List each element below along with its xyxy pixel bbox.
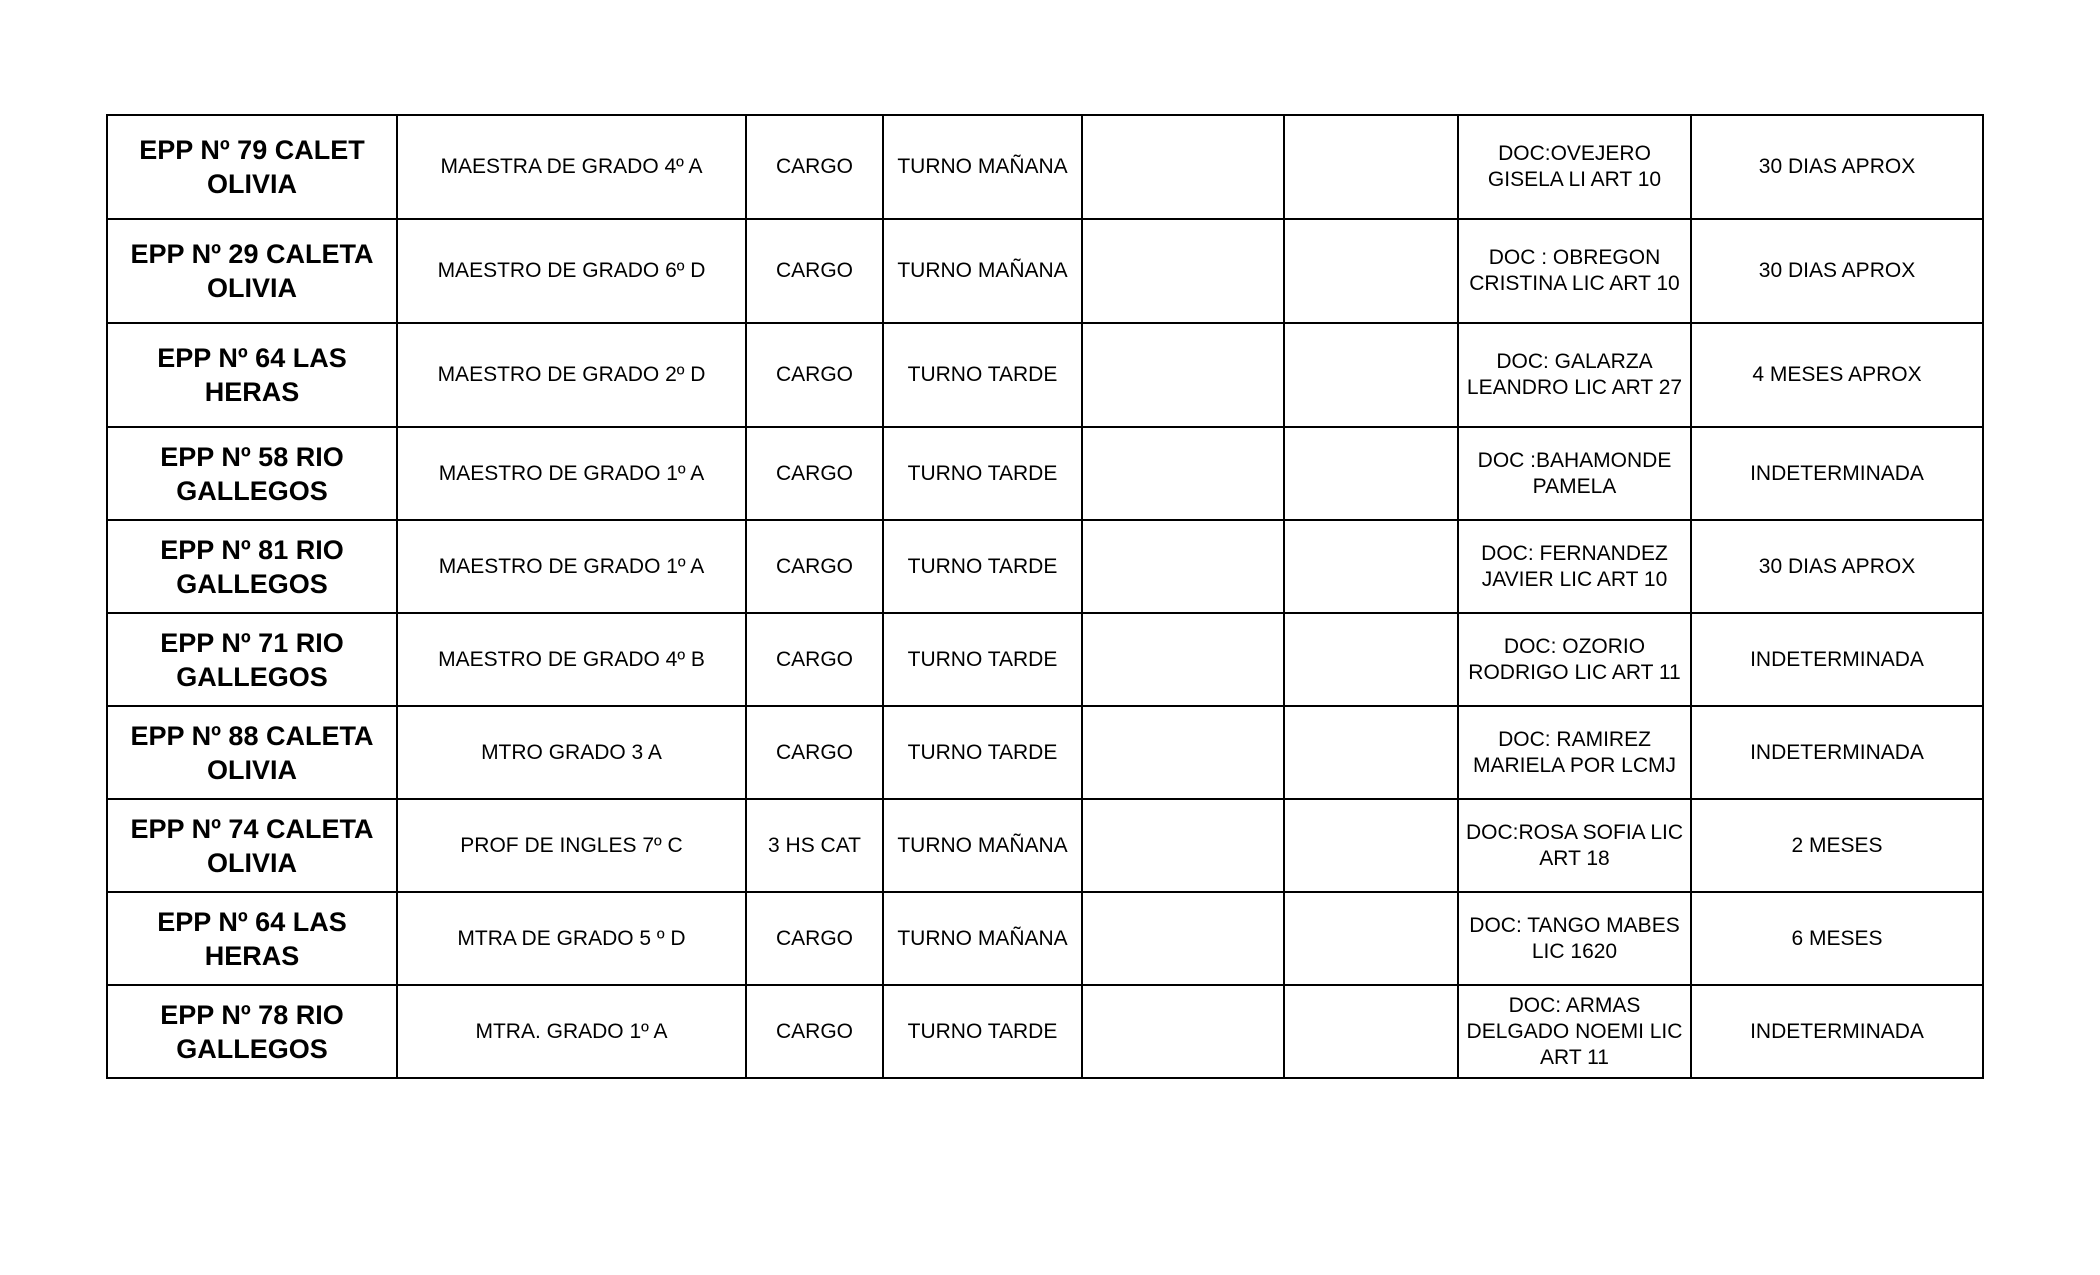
replaces-cell: DOC : OBREGON CRISTINA LIC ART 10 (1458, 219, 1691, 323)
type-cell: CARGO (746, 427, 883, 520)
empty-cell (1082, 613, 1284, 706)
school-cell: EPP Nº 29 CALETA OLIVIA (107, 219, 397, 323)
empty-cell (1082, 799, 1284, 892)
type-cell: CARGO (746, 613, 883, 706)
empty-cell (1284, 892, 1458, 985)
empty-cell (1284, 115, 1458, 219)
empty-cell (1082, 892, 1284, 985)
replaces-cell: DOC: FERNANDEZ JAVIER LIC ART 10 (1458, 520, 1691, 613)
replaces-cell: DOC:OVEJERO GISELA LI ART 10 (1458, 115, 1691, 219)
table-row (107, 219, 1983, 323)
empty-cell (1082, 706, 1284, 799)
empty-cell (1284, 706, 1458, 799)
position-cell: MAESTRO DE GRADO 6º D (397, 219, 746, 323)
duration-cell: INDETERMINADA (1691, 427, 1983, 520)
shift-cell: TURNO MAÑANA (883, 892, 1082, 985)
shift-cell: TURNO MAÑANA (883, 799, 1082, 892)
duration-cell: 6 MESES (1691, 892, 1983, 985)
position-cell: MTRA. GRADO 1º A (397, 985, 746, 1078)
table-row (107, 115, 1983, 219)
replaces-cell: DOC: TANGO MABES LIC 1620 (1458, 892, 1691, 985)
shift-cell: TURNO TARDE (883, 520, 1082, 613)
duration-cell: INDETERMINADA (1691, 985, 1983, 1078)
table-row (107, 613, 1983, 706)
empty-cell (1082, 520, 1284, 613)
empty-cell (1284, 323, 1458, 427)
empty-cell (1284, 219, 1458, 323)
school-cell: EPP Nº 64 LAS HERAS (107, 323, 397, 427)
empty-cell (1082, 985, 1284, 1078)
position-cell: MAESTRO DE GRADO 4º B (397, 613, 746, 706)
school-cell: EPP Nº 71 RIO GALLEGOS (107, 613, 397, 706)
type-cell: CARGO (746, 892, 883, 985)
vacancies-table (106, 114, 1984, 1079)
position-cell: MAESTRO DE GRADO 1º A (397, 427, 746, 520)
replaces-cell: DOC: OZORIO RODRIGO LIC ART 11 (1458, 613, 1691, 706)
replaces-cell: DOC: GALARZA LEANDRO LIC ART 27 (1458, 323, 1691, 427)
table-row (107, 892, 1983, 985)
empty-cell (1082, 219, 1284, 323)
duration-cell: 4 MESES APROX (1691, 323, 1983, 427)
empty-cell (1284, 985, 1458, 1078)
duration-cell: INDETERMINADA (1691, 706, 1983, 799)
position-cell: MAESTRA DE GRADO 4º A (397, 115, 746, 219)
school-cell: EPP Nº 79 CALET OLIVIA (107, 115, 397, 219)
position-cell: MAESTRO DE GRADO 2º D (397, 323, 746, 427)
shift-cell: TURNO TARDE (883, 985, 1082, 1078)
type-cell: CARGO (746, 219, 883, 323)
table-row (107, 427, 1983, 520)
shift-cell: TURNO TARDE (883, 427, 1082, 520)
replaces-cell: DOC :BAHAMONDE PAMELA (1458, 427, 1691, 520)
table-row (107, 323, 1983, 427)
empty-cell (1284, 613, 1458, 706)
empty-cell (1082, 115, 1284, 219)
duration-cell: 30 DIAS APROX (1691, 219, 1983, 323)
shift-cell: TURNO TARDE (883, 613, 1082, 706)
shift-cell: TURNO MAÑANA (883, 115, 1082, 219)
school-cell: EPP Nº 58 RIO GALLEGOS (107, 427, 397, 520)
empty-cell (1284, 799, 1458, 892)
shift-cell: TURNO TARDE (883, 706, 1082, 799)
position-cell: MAESTRO DE GRADO 1º A (397, 520, 746, 613)
empty-cell (1284, 520, 1458, 613)
replaces-cell: DOC: ARMAS DELGADO NOEMI LIC ART 11 (1458, 985, 1691, 1078)
position-cell: MTRA DE GRADO 5 º D (397, 892, 746, 985)
duration-cell: 30 DIAS APROX (1691, 115, 1983, 219)
type-cell: 3 HS CAT (746, 799, 883, 892)
empty-cell (1082, 427, 1284, 520)
school-cell: EPP Nº 88 CALETA OLIVIA (107, 706, 397, 799)
replaces-cell: DOC:ROSA SOFIA LIC ART 18 (1458, 799, 1691, 892)
type-cell: CARGO (746, 706, 883, 799)
school-cell: EPP Nº 74 CALETA OLIVIA (107, 799, 397, 892)
position-cell: PROF DE INGLES 7º C (397, 799, 746, 892)
shift-cell: TURNO MAÑANA (883, 219, 1082, 323)
school-cell: EPP Nº 78 RIO GALLEGOS (107, 985, 397, 1078)
position-cell: MTRO GRADO 3 A (397, 706, 746, 799)
duration-cell: 2 MESES (1691, 799, 1983, 892)
duration-cell: 30 DIAS APROX (1691, 520, 1983, 613)
empty-cell (1284, 427, 1458, 520)
table-row (107, 799, 1983, 892)
school-cell: EPP Nº 64 LAS HERAS (107, 892, 397, 985)
empty-cell (1082, 323, 1284, 427)
type-cell: CARGO (746, 323, 883, 427)
duration-cell: INDETERMINADA (1691, 613, 1983, 706)
table-row (107, 520, 1983, 613)
type-cell: CARGO (746, 520, 883, 613)
shift-cell: TURNO TARDE (883, 323, 1082, 427)
table-row (107, 706, 1983, 799)
school-cell: EPP Nº 81 RIO GALLEGOS (107, 520, 397, 613)
type-cell: CARGO (746, 115, 883, 219)
table-row (107, 985, 1983, 1078)
type-cell: CARGO (746, 985, 883, 1078)
replaces-cell: DOC: RAMIREZ MARIELA POR LCMJ (1458, 706, 1691, 799)
